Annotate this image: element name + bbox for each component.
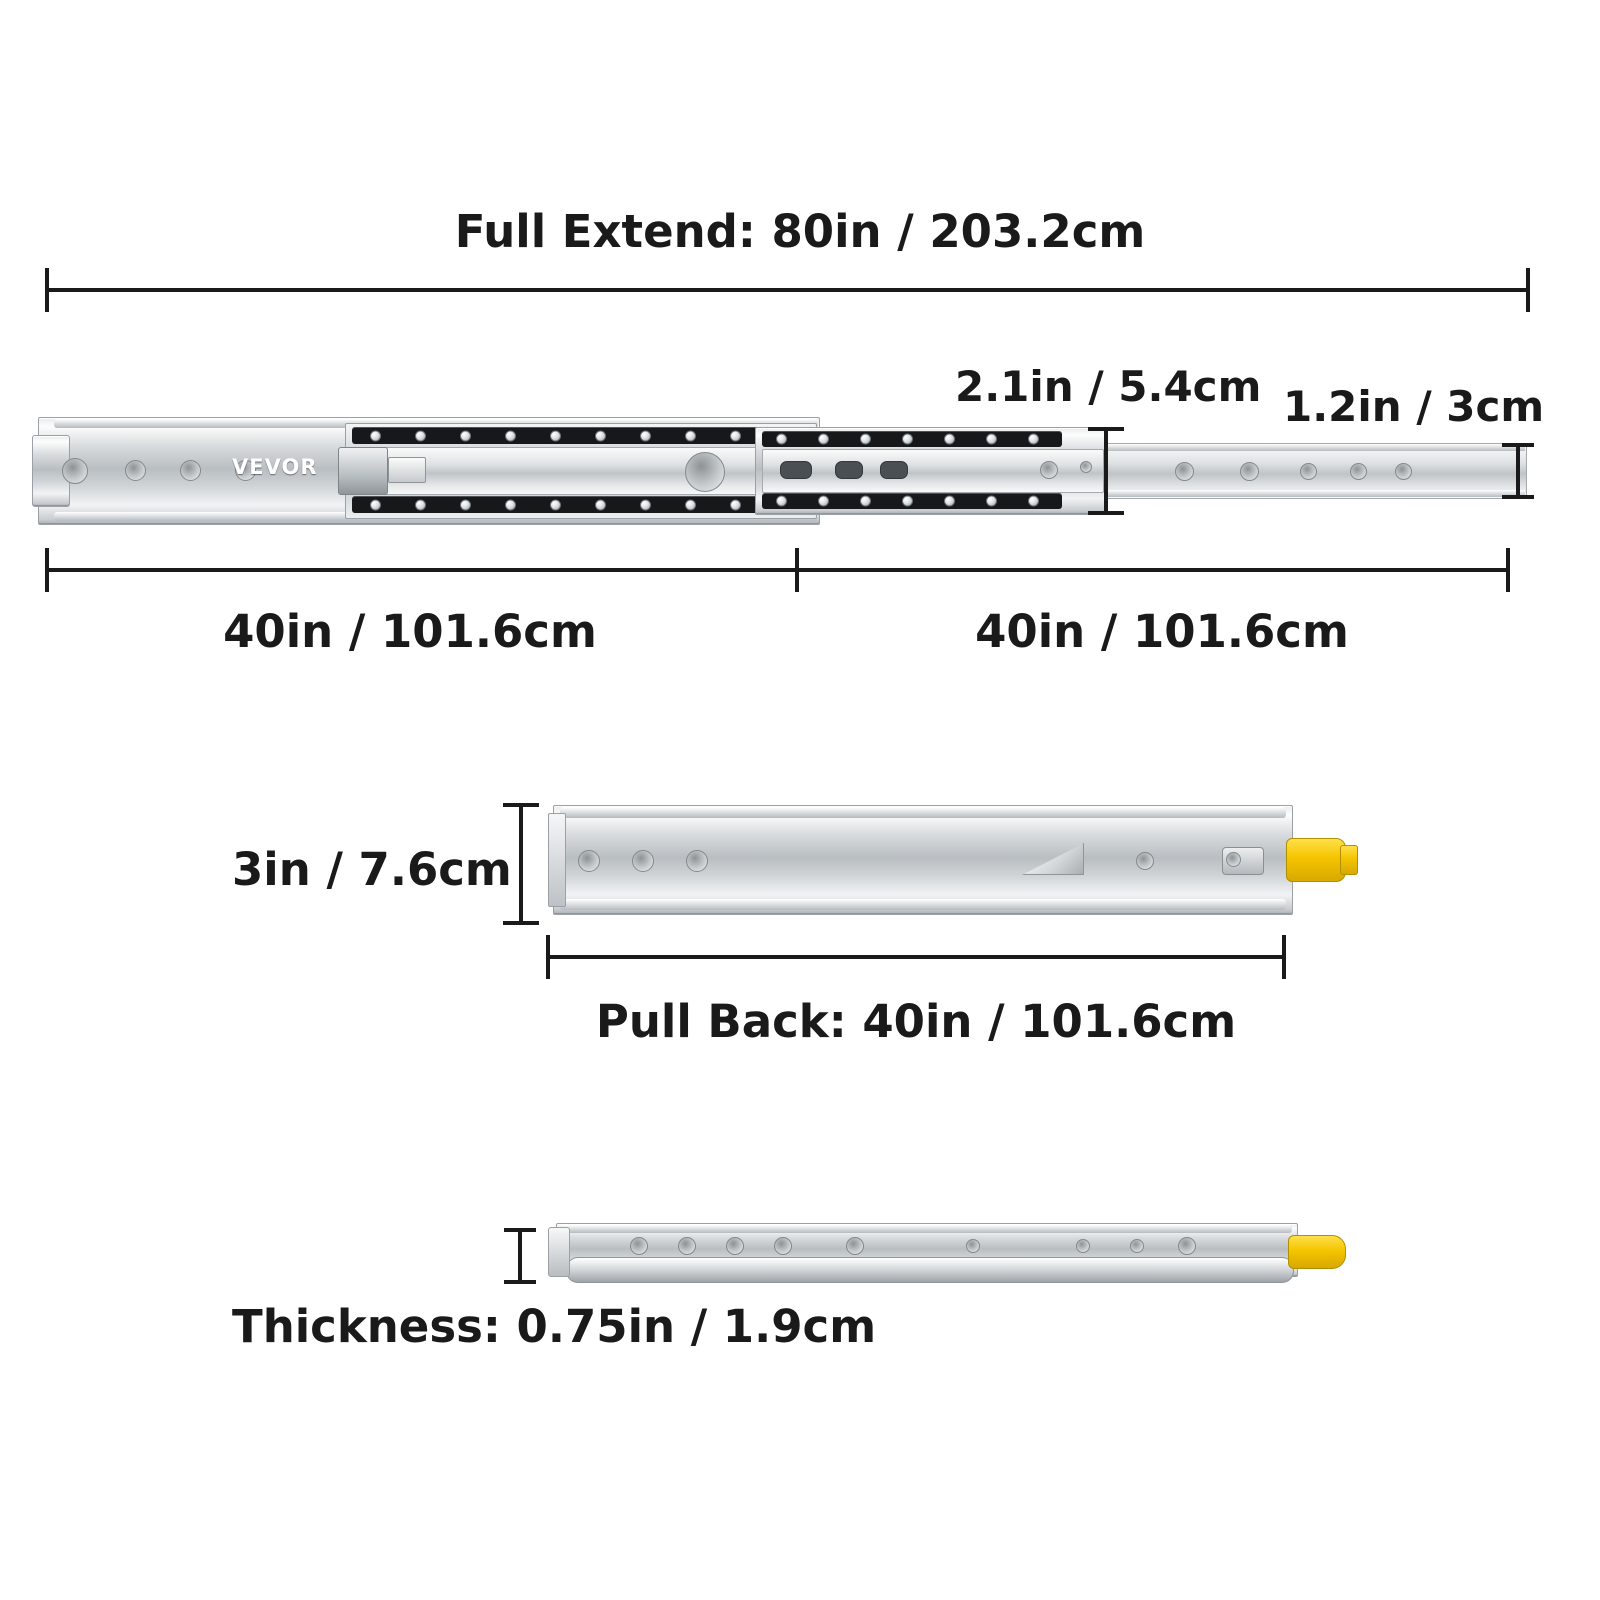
screw-hole	[578, 850, 600, 872]
bearing-ball	[860, 434, 871, 445]
bearing-ball	[944, 434, 955, 445]
full-extend-tick-right	[1526, 268, 1530, 312]
label-thickness: Thickness: 0.75in / 1.9cm	[232, 1300, 877, 1353]
thickness-rail-left-cap	[548, 1227, 570, 1277]
bearing-ball	[640, 430, 651, 441]
bearing-ball	[986, 434, 997, 445]
screw-hole	[1136, 852, 1154, 870]
pull-back-tick-right	[1282, 935, 1286, 979]
bearing-ball	[776, 496, 787, 507]
inner-rail-top-edge	[1105, 444, 1525, 451]
main-height-dimension-line	[1104, 427, 1108, 515]
label-rail-height: 1.2in / 3cm	[1283, 382, 1545, 431]
bearing-ball	[460, 430, 471, 441]
yellow-release-lever-edge-view	[1288, 1235, 1346, 1269]
bearing-ball	[944, 496, 955, 507]
closed-width-tick-bottom	[503, 921, 539, 925]
bearing-ball	[550, 499, 561, 510]
screw-hole	[1395, 463, 1412, 480]
screw-hole	[1040, 461, 1058, 479]
oval-slot	[835, 461, 863, 479]
screw-hole	[774, 1237, 792, 1255]
screw-hole	[1175, 462, 1194, 481]
label-pull-back: Pull Back: 40in / 101.6cm	[595, 995, 1237, 1048]
bearing-ball	[730, 430, 741, 441]
thickness-tick-bottom	[504, 1280, 536, 1284]
bearing-ball	[902, 434, 913, 445]
closed-width-dimension-line	[519, 803, 523, 925]
yellow-release-lever	[1286, 838, 1346, 882]
screw-hole	[180, 460, 201, 481]
screw-hole	[726, 1237, 744, 1255]
bearing-ball	[505, 499, 516, 510]
section-tick-middle	[795, 548, 799, 592]
bearing-ball	[370, 499, 381, 510]
keyhole-hole	[1226, 852, 1241, 867]
main-height-tick-top	[1088, 427, 1124, 431]
ball-bearing-strip-top-right	[762, 431, 1062, 447]
bearing-ball	[370, 430, 381, 441]
closed-width-tick-top	[503, 803, 539, 807]
screw-hole	[1350, 463, 1367, 480]
brand-logo: VEVOR	[232, 455, 318, 479]
screw-hole	[846, 1237, 864, 1255]
oval-slot	[780, 461, 812, 479]
thickness-rail-bottom-tube	[566, 1257, 1294, 1283]
screw-hole	[630, 1237, 648, 1255]
screw-hole	[1130, 1239, 1144, 1253]
bearing-ball	[902, 496, 913, 507]
section-tick-right	[1506, 548, 1510, 592]
screw-hole	[1300, 463, 1317, 480]
thickness-view-assembly	[0, 1215, 1600, 1305]
closed-rail-top-edge	[560, 807, 1286, 818]
label-closed-width: 3in / 7.6cm	[232, 843, 512, 896]
bearing-ball	[1028, 496, 1039, 507]
screw-hole	[686, 850, 708, 872]
bearing-ball	[1028, 434, 1039, 445]
label-right-section: 40in / 101.6cm	[975, 605, 1349, 658]
screw-hole	[125, 460, 146, 481]
thickness-rail-top-edge	[560, 1225, 1292, 1233]
full-extend-dimension-line	[45, 288, 1530, 292]
bearing-ball	[640, 499, 651, 510]
screw-hole	[1240, 462, 1259, 481]
screw-hole	[1076, 1239, 1090, 1253]
bearing-ball	[776, 434, 787, 445]
ball-bearing-strip-bottom-left	[352, 496, 807, 513]
ball-bearing-strip-top-left	[352, 427, 807, 444]
main-height-tick-bottom	[1088, 511, 1124, 515]
pull-back-dimension-line	[546, 955, 1286, 959]
closed-rail-left-cap	[548, 813, 566, 907]
bearing-ball	[460, 499, 471, 510]
screw-hole	[632, 850, 654, 872]
inner-rail-bottom-edge	[1105, 490, 1525, 497]
oval-slot	[880, 461, 908, 479]
bearing-ball	[415, 430, 426, 441]
bearing-ball	[860, 496, 871, 507]
bearing-ball	[550, 430, 561, 441]
bearing-ball	[685, 430, 696, 441]
section-tick-left	[45, 548, 49, 592]
label-left-section: 40in / 101.6cm	[223, 605, 597, 658]
bearing-ball	[818, 496, 829, 507]
bearing-ball	[505, 430, 516, 441]
bearing-ball	[595, 430, 606, 441]
bearing-ball	[595, 499, 606, 510]
label-full-extend: Full Extend: 80in / 203.2cm	[454, 205, 1146, 258]
thickness-dimension-line	[518, 1228, 522, 1284]
screw-hole	[966, 1239, 980, 1253]
ball-bearing-strip-bottom-right	[762, 493, 1062, 509]
screw-hole	[1178, 1237, 1196, 1255]
bearing-ball	[415, 499, 426, 510]
yellow-lever-tip	[1340, 845, 1358, 875]
bearing-ball	[986, 496, 997, 507]
closed-rail-bottom-edge	[560, 899, 1286, 910]
rail-height-tick-bottom	[1502, 495, 1534, 499]
full-extend-tick-left	[45, 268, 49, 312]
thickness-tick-top	[504, 1228, 536, 1232]
pull-back-tick-left	[546, 935, 550, 979]
bearing-ball	[685, 499, 696, 510]
screw-hole	[62, 458, 88, 484]
section-dimension-line	[45, 568, 1510, 572]
lock-mechanism-block	[338, 447, 388, 495]
screw-hole	[678, 1237, 696, 1255]
pivot-rivet	[685, 452, 725, 492]
bearing-ball	[818, 434, 829, 445]
bearing-ball	[730, 499, 741, 510]
lock-lever	[388, 457, 426, 483]
screw-hole	[1080, 461, 1092, 473]
rail-height-tick-top	[1502, 443, 1534, 447]
rail-height-dimension-line	[1516, 443, 1520, 499]
label-main-height: 2.1in / 5.4cm	[955, 362, 1262, 411]
